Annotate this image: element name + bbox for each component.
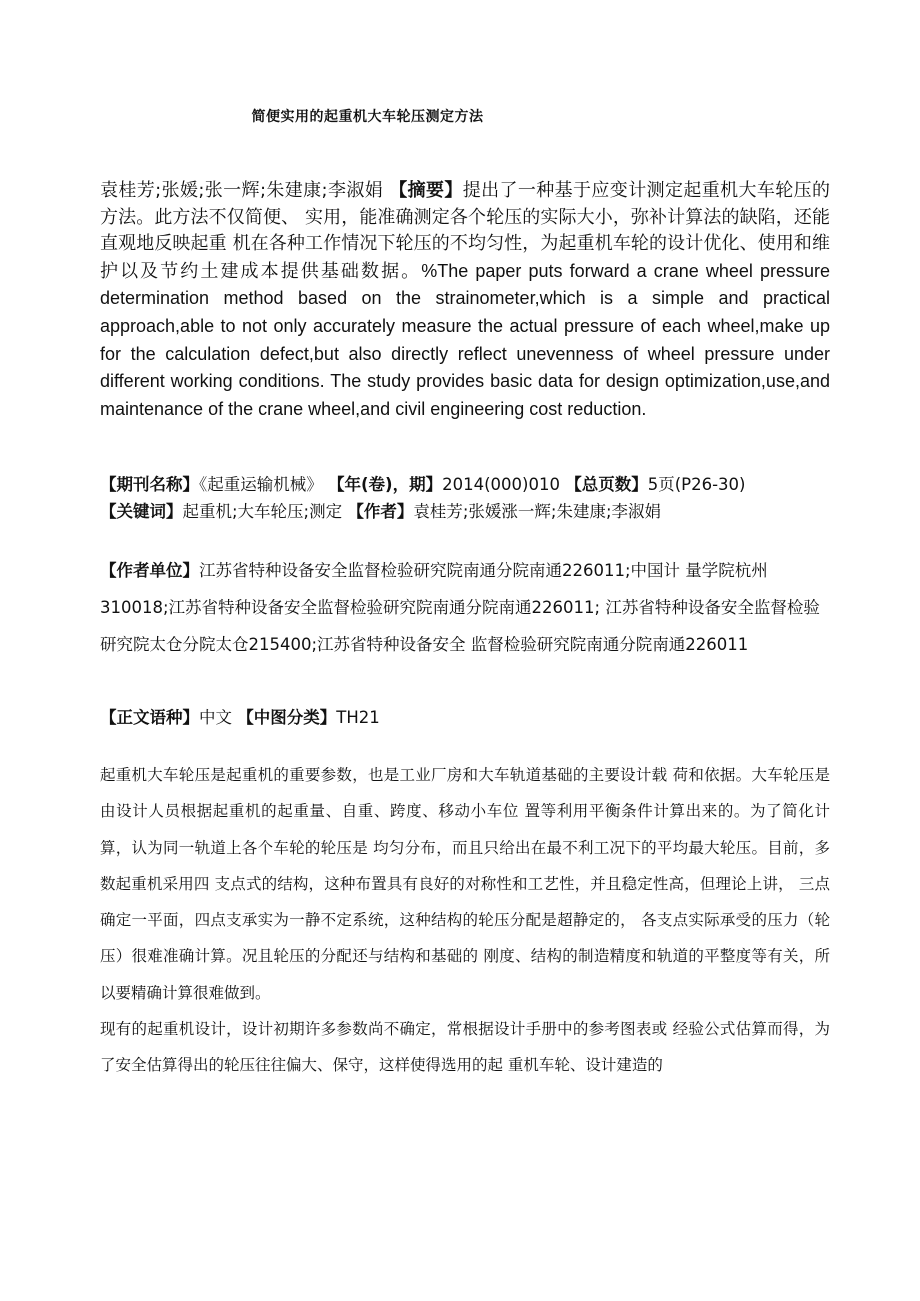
year-value: 2014(000)010 bbox=[442, 475, 560, 494]
body-paragraph: 起重机大车轮压是起重机的重要参数，也是工业厂房和大车轨道基础的主要设计载 荷和依据。大车轮压是由设计人员根据起重机的起重量、自重、跨度、移动小车位 置等利用平衡条件计算出来的。为了简化计算，认为同一轨道上各个车轮的轮压是 均匀分布，而且只给出在最不利工况下的平均最大轮压。目前，多数起重机采用四 支点式的结构，这种布置具有良好的对称性和工艺性，并且稳定性高，但理论上讲， 三点确定一平面，四点支承实为一静不定系统，这种结构的轮压分配是超静定的， 各支点实际承受的压力（轮压）很难准确计算。况且轮压的分配还与结构和基础的 刚度、结构的制造精度和轨道的平整度等有关，所以要精确计算很难做到。 bbox=[100, 766, 830, 1002]
pages-value: 5页(P26-30) bbox=[647, 475, 746, 494]
abstract-block bbox=[100, 178, 830, 423]
language-label: 【正文语种】 bbox=[100, 708, 199, 727]
abstract-authors: 袁桂芳;张媛;张一辉;朱建康;李淑娟 bbox=[100, 180, 384, 201]
classification-label: 【中图分类】 bbox=[237, 708, 337, 727]
classification-value: TH21 bbox=[336, 708, 380, 727]
language-value: 中文 bbox=[199, 708, 232, 727]
affiliation-label: 【作者单位】 bbox=[100, 561, 199, 580]
journal-label: 【期刊名称】 bbox=[100, 475, 199, 494]
author-affiliation bbox=[100, 552, 830, 663]
keywords-value: 起重机;大车轮压;测定 bbox=[182, 502, 343, 521]
language-classification bbox=[100, 705, 830, 731]
paper-title: 简便实用的起重机大车轮压测定方法 bbox=[251, 109, 484, 125]
year-label: 【年(卷)，期】 bbox=[328, 475, 443, 494]
pages-label: 【总页数】 bbox=[565, 475, 648, 494]
body-paragraph: 现有的起重机设计，设计初期许多参数尚不确定，常根据设计手册中的参考图表或 经验公式估算而得，为了安全估算得出的轮压往往偏大、保守，这样使得选用的起 重机车轮、设计建造的 bbox=[100, 1020, 830, 1075]
body-text bbox=[100, 757, 830, 1084]
keywords-label: 【关键词】 bbox=[100, 502, 183, 521]
abstract-english: %The paper puts forward a crane wheel pressure determination method based on the strainometer,which is a simple and practical approach,able to not only accurately measure the actual pressure of each wheel,make up for the calculation defect,but also directly reflect unevenness of wheel pressure under different working conditions. The study provides basic data for design optimization,use,and maintenance of the crane wheel,and civil engineering cost reduction. bbox=[100, 260, 830, 419]
authors-value: 袁桂芳;张媛涨一辉;朱建康;李淑娟 bbox=[413, 502, 662, 521]
affiliation-text: 江苏省特种设备安全监督检验研究院南通分院南通226011;中国计 量学院杭州310018;江苏省特种设备安全监督检验研究院南通分院南通226011; 江苏省特种设备安全监督检验研究院太仓分院太仓215400;江苏省特种设备安全 监督检验研究院南通分院南通226011 bbox=[100, 561, 820, 654]
journal-metadata bbox=[100, 471, 830, 525]
abstract-chinese: 提出了一种基于应变计测定起重机大车轮压的方法。此方法不仅简便、 实用，能准确测定各个轮压的实际大小，弥补计算法的缺陷，还能直观地反映起重 机在各种工作情况下轮压的不均匀性，为起重机车轮的设计优化、使用和维护以及节约土建成本提供基础数据。 bbox=[100, 180, 831, 282]
journal-name: 《起重运输机械》 bbox=[199, 475, 323, 494]
abstract-label: 【摘要】 bbox=[389, 180, 463, 201]
authors-label: 【作者】 bbox=[347, 502, 414, 521]
